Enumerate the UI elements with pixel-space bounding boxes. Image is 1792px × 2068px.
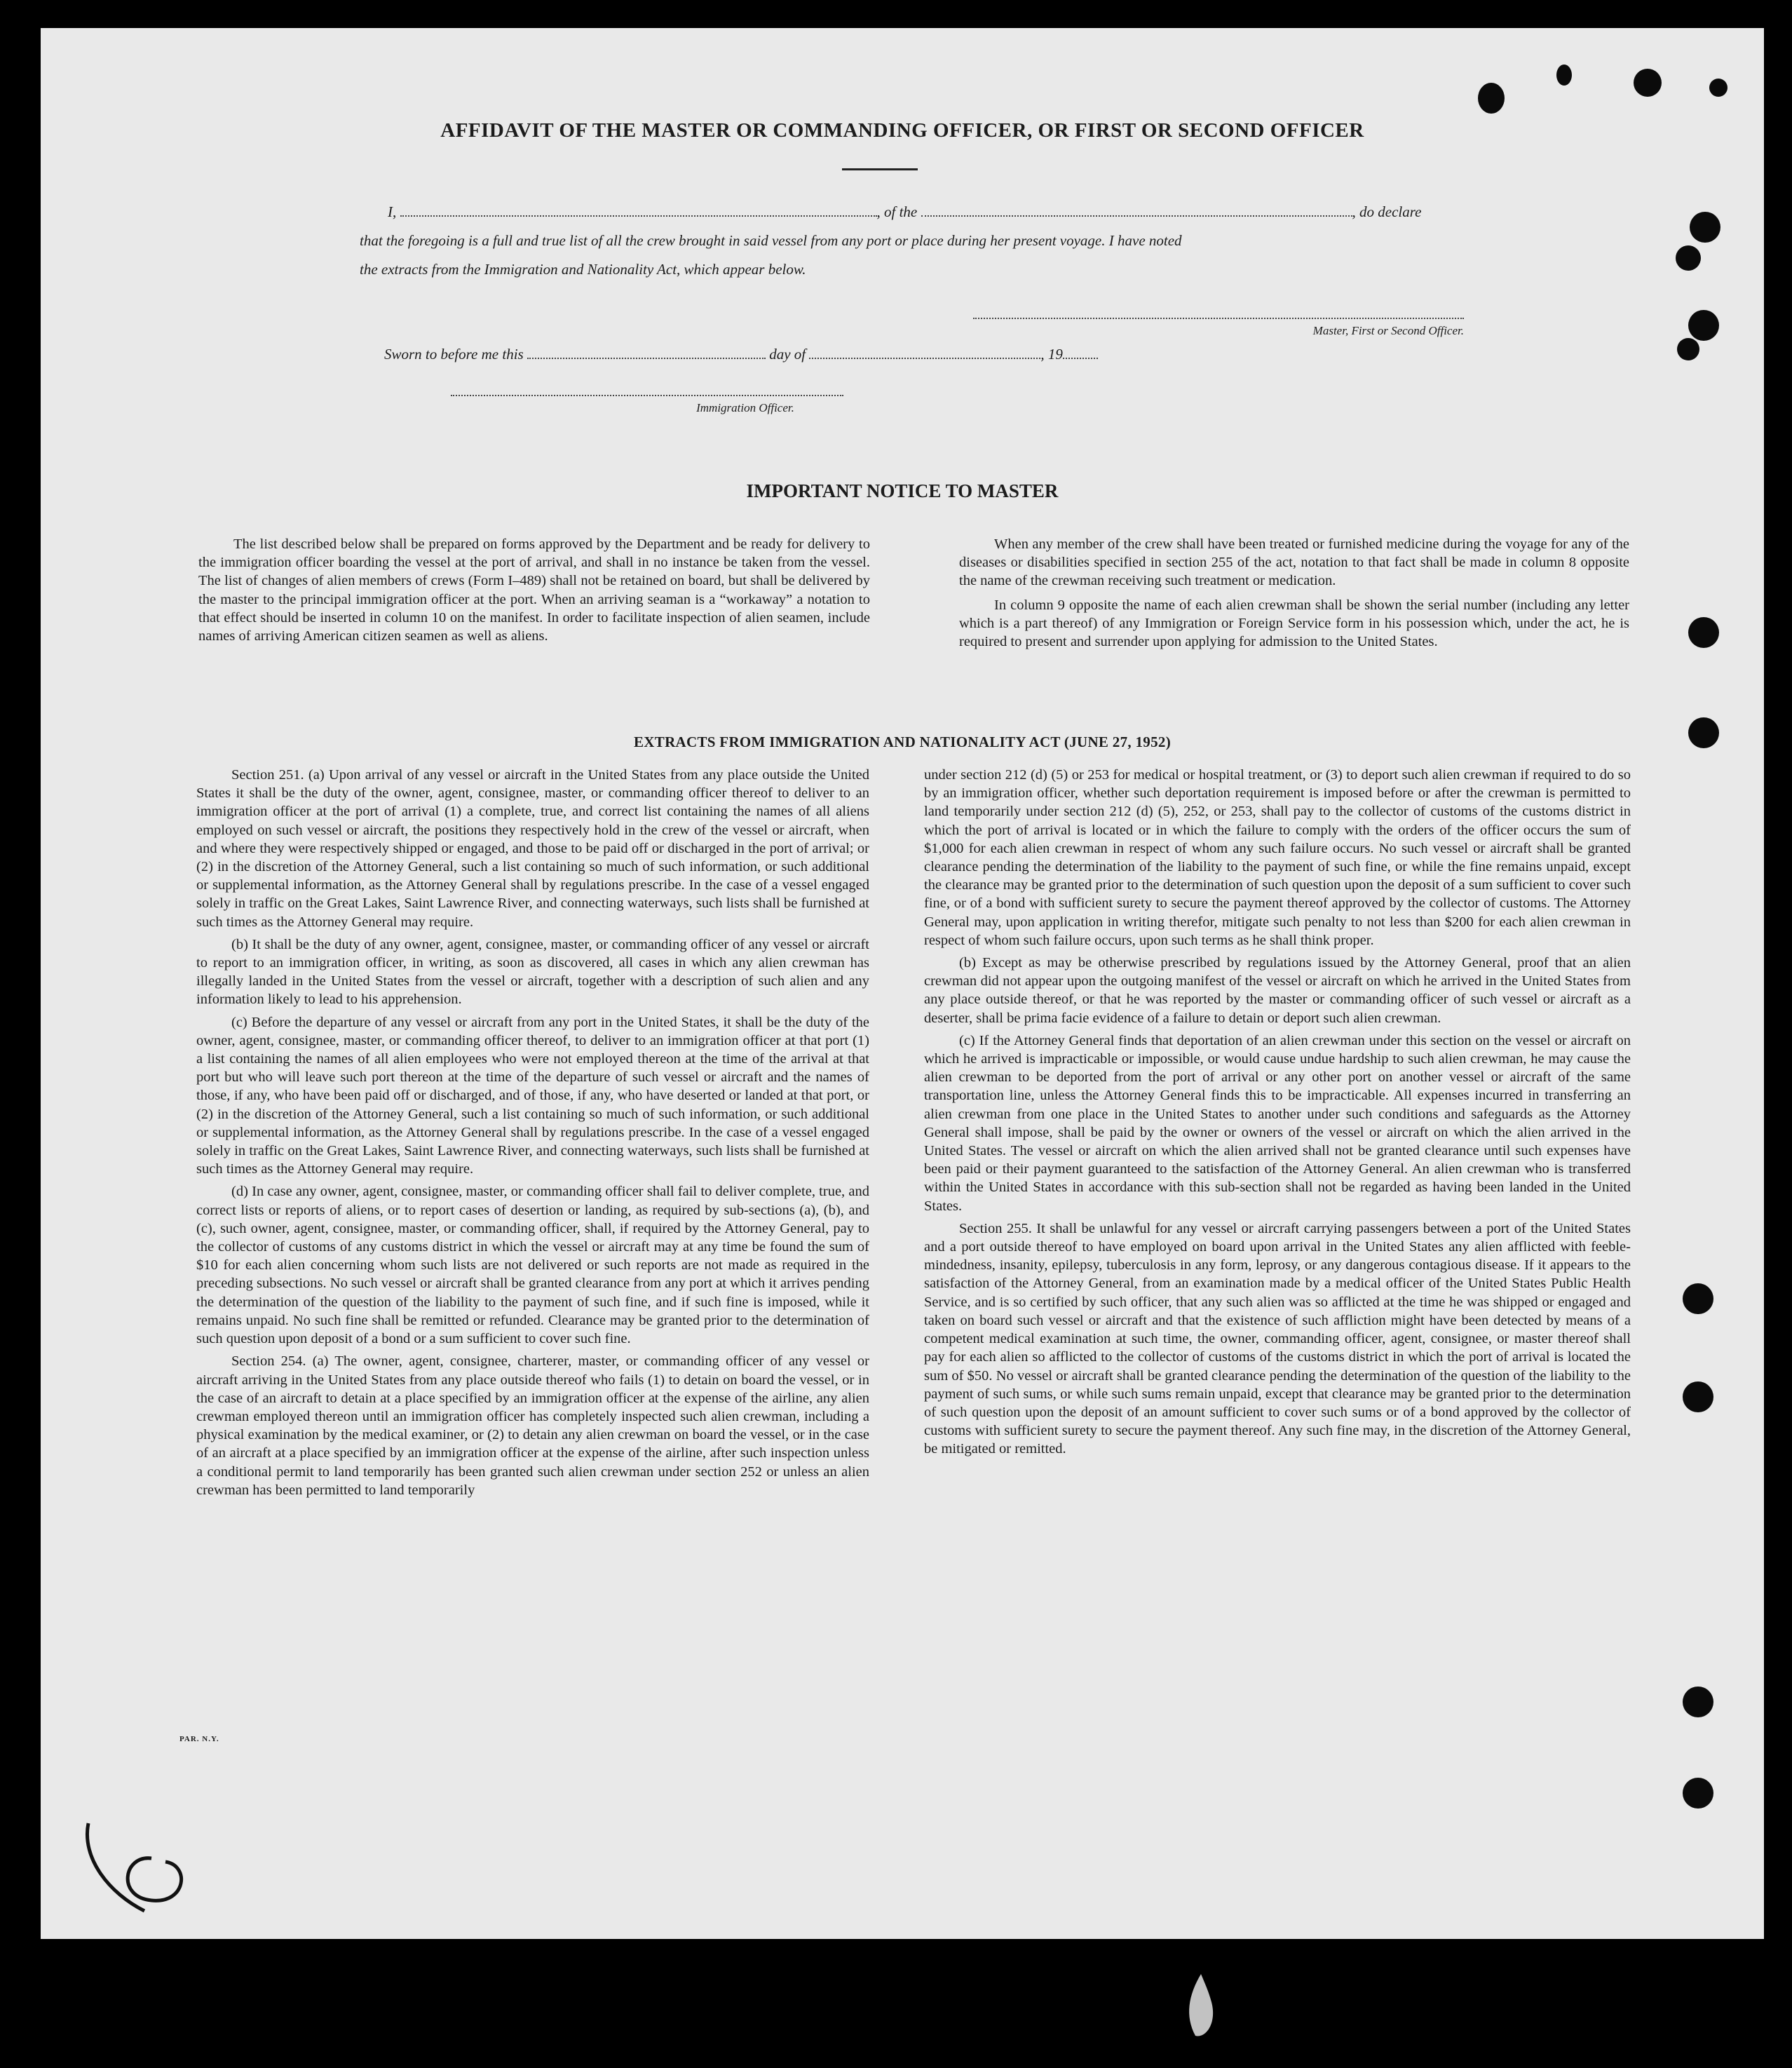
punch-mark [1556, 65, 1572, 86]
master-signature-line[interactable] [973, 318, 1464, 319]
day-of-label: day of [769, 346, 806, 363]
section-251-d: (d) In case any owner, agent, consignee, master, or commanding officer shall fail to deliver complete, true, and correct lists or reports of aliens, or to report cases of desertion or landing, as required by sub-sections (a), (b), and (c), such owner, agent, consignee, master, or commanding officer, shall, if required by the Attorney General, pay to the collector of customs of any customs district in which the vessel or aircraft may at any time be found the sum of $10 for each alien concerning whom such lists are not delivered or such reports are not made as required in the preceding subsections. No such vessel or aircraft shall be granted clearance from any port at which it arrives pending the determination of the question of the liability to the payment of such fine, and if such fine is imposed, while it remains unpaid. No such fine shall be remitted or refunded. Clearance may be granted prior to the determination of such question upon deposit of a bond or a sum sufficient to cover such fine. [196, 1184, 869, 1347]
declarant-name-field[interactable] [400, 203, 877, 217]
declaration-line-1 [388, 198, 1495, 227]
binder-hole [1683, 1283, 1713, 1314]
declaration-statement-2: I have noted [1108, 232, 1182, 249]
sworn-day-field[interactable] [527, 345, 766, 359]
notice-title: IMPORTANT NOTICE TO MASTER [746, 480, 1059, 501]
binder-hole [1676, 245, 1701, 271]
section-251-b: (b) It shall be the duty of any owner, agent, consignee, master, or commanding officer of any vessel or aircraft to report to an immigration officer, in writing, as soon as discovered, all cases in which any alien crewman has illegally landed in the United States from the vessel or aircraft, together with a description of such alien and any information likely to lead to his apprehension. [196, 936, 869, 1008]
binder-hole [1683, 1381, 1713, 1412]
affidavit-title: AFFIDAVIT OF THE MASTER OR COMMANDING OFFICER, OR FIRST OR SECOND OFFICER [440, 119, 1364, 142]
immigration-officer-signature-line[interactable] [451, 395, 843, 396]
printer-mark: PAR. N.Y. [179, 1735, 219, 1743]
section-251-c: (c) Before the departure of any vessel or aircraft from any port in the United States, it shall be the duty of the owner, agent, consignee, master, or commanding officer thereof, to deliver to an immigration officer at that port (1) a list containing the names of all alien employees who were not employed thereon at the time of the arrival at that port but who will leave such port thereon at the time of the departure of such vessel or aircraft and the names of those, if any, who have been paid off or discharged, and of those, if any, who have deserted or landed at that port, or (2) in the discretion of the Attorney General, such a list containing so much of such information, or such additional or supplemental information, as the Attorney General shall by regulations prescribe. In the case of a vessel engaged solely in traffic on the Great Lakes, Saint Lawrence River, and connecting waterways, such lists shall be furnished at such times as the Attorney General may require. [196, 1014, 869, 1177]
notice-right-column [959, 535, 1629, 656]
scan-artifact [1185, 1974, 1217, 2039]
do-declare-label: , do declare [1352, 203, 1422, 220]
punch-mark [1478, 83, 1505, 114]
section-254-a-continued: under section 212 (d) (5) or 253 for medical or hospital treatment, or (3) to deport such alien crewman if required to do so by an immigration officer, whether such deportation requirement is imposed before or after the crewman is permitted to land temporarily under section 212 (d) (5), 252, or 253, shall pay to the collector of customs of the customs district in which the port of arrival is located or in which the failure to comply with the orders of the officer occurs the sum of $1,000 for each alien crewman in respect of whom any such failure occurs. No such vessel or aircraft shall be granted clearance pending the determination of the liability to the payment of such fine, or while the fine remains unpaid, except the clearance may be granted prior to the determination of such question upon the deposit of a sum sufficient to cover such fine, or of a bond with sufficient surety to secure the payment thereof approved by the collector of customs. The Attorney General may, upon application in writing therefor, mitigate such penalty to not less than $200 for each alien crewman in respect of whom such failure occurs, upon such terms as he shall think proper. [924, 767, 1631, 948]
binder-hole [1677, 338, 1699, 360]
sworn-line [384, 345, 1240, 363]
of-the-label: , of the [876, 203, 918, 220]
master-signature-label: Master, First or Second Officer. [1312, 324, 1464, 337]
notice-left-column [198, 535, 870, 651]
notice-right-paragraph-1: When any member of the crew shall have been treated or furnished medicine during the voyage for any of the diseases or disabilities specified in section 255 of the act, notation to that fact shall be made in column 8 opposite the name of the crewman receiving such treatment or medication. [959, 536, 1629, 589]
punch-mark [1634, 69, 1662, 97]
binder-hole [1688, 617, 1719, 648]
declaration-statement: that the foregoing is a full and true list of all the crew brought in said vessel from any port or place during her present voyage. [360, 232, 1106, 249]
notice-right-paragraph-2: In column 9 opposite the name of each alien crewman shall be shown the serial number (including any letter which is a part thereof) of any Immigration or Foreign Service form in his possession which, under the act, he is required to present and surrender upon applying for admission to the United States. [959, 597, 1629, 650]
declarant-prefix: I, [388, 203, 397, 220]
punch-mark [1709, 79, 1727, 97]
sworn-prefix: Sworn to before me this [384, 346, 524, 363]
document-page [41, 28, 1764, 1939]
section-254-c: (c) If the Attorney General finds that deportation of an alien crewman under this section on the vessel or aircraft on which he arrived is impracticable or impossible, or would cause undue hardship to such alien crewman, he may cause the alien crewman to be deported from the port of arrival or any other port on another vessel or aircraft of the same transportation line, unless the Attorney General finds this to be impracticable. All expenses incurred in transferring an alien crewman from one place in the United States to another under such conditions and safeguards as the Attorney General shall impose, shall be paid by the owner or owners of the vessel or aircraft on which the alien arrived in the United States. The vessel or aircraft on which the alien arrived shall not be granted clearance until such expenses have been paid or their payment guaranteed to the satisfaction of the Attorney General. An alien crewman who is transferred within the United States in accordance with this sub-section shall not be regarded as having been landed in the United States. [924, 1032, 1631, 1214]
declaration-line-2 [360, 227, 1495, 255]
binder-hole [1690, 212, 1720, 243]
sworn-year-field[interactable] [1063, 345, 1098, 359]
vessel-name-field[interactable] [921, 203, 1352, 217]
binder-hole [1683, 1778, 1713, 1809]
extracts-right-column [924, 766, 1631, 1463]
sworn-month-field[interactable] [809, 345, 1040, 359]
section-254-a: Section 254. (a) The owner, agent, consignee, charterer, master, or commanding officer of any vessel or aircraft arriving in the United States from any place outside thereof who fails (1) to detain on board the vessel, or in the case of an aircraft to detain at a place specified by an immigration officer at the expense of the airline, any alien crewman employed thereon until an immigration officer has completely inspected such alien crewman, including a physical examination by the medical examiner, or (2) to detain any alien crewman on board the vessel, or in the case of an aircraft at a place specified by an immigration officer at the expense of the airline, after such inspection unless a conditional permit to land temporarily has been granted such alien crewman under section 252 or unless an alien crewman has been permitted to land temporarily [196, 1353, 869, 1498]
extracts-left-column [196, 766, 869, 1503]
title-underline [842, 168, 918, 170]
binder-hole [1683, 1687, 1713, 1717]
declaration-statement-3: the extracts from the Immigration and Nationality Act, which appear below. [360, 261, 806, 278]
section-251-a: Section 251. (a) Upon arrival of any vessel or aircraft in the United States from any place outside the United States it shall be the duty of the owner, agent, consignee, master, or commanding officer thereof to deliver to an immigration officer at the port of arrival (1) a complete, true, and correct list containing the names of all aliens employed on such vessel or aircraft, the positions they respectively hold in the crew of the vessel or aircraft, when and where they were respectively shipped or engaged, and those to be paid off or discharged in the port of arrival; or (2) in the discretion of the Attorney General, such a list containing so much of such information, or such additional or supplemental information, as the Attorney General shall by regulations prescribe. In the case of a vessel engaged solely in traffic on the Great Lakes, Saint Lawrence River, and connecting waterways, such lists shall be furnished at such times as the Attorney General may require. [196, 767, 869, 930]
year-label: , 19 [1040, 346, 1063, 363]
section-255: Section 255. It shall be unlawful for any vessel or aircraft carrying passengers between a port of the United States and a port outside thereof to have employed on board upon arrival in the United States any alien afflicted with feeble-mindedness, insanity, epilepsy, tuberculosis in any form, leprosy, or any dangerous contagious disease. If it appears to the satisfaction of the Attorney General, from an examination made by a medical officer of the United States Public Health Service, and is so certified by such officer, that any such alien was so afflicted at the time he was shipped or engaged and taken on board such vessel or aircraft and that the existence of such affliction might have been detected by means of a competent medical examination at such time, the owner, commanding officer, agent, consignee, or master thereof shall pay for each alien so afflicted to the collector of customs of the customs district in which the port of arrival is located the sum of $50. No vessel or aircraft shall be granted clearance pending the determination of the question of the liability to the payment of such sums, or while such sums remain unpaid, except that clearance may be granted prior to the determination of such question upon the deposit of an amount sufficient to cover such sums or of a bond approved by the collector of customs with sufficient surety to secure the payment thereof. Any such fine may, in the discretion of the Attorney General, be mitigated or remitted. [924, 1220, 1631, 1457]
declaration-block [360, 198, 1495, 284]
extracts-title: EXTRACTS FROM IMMIGRATION AND NATIONALITY ACT (JUNE 27, 1952) [634, 734, 1171, 750]
binder-hole [1688, 717, 1719, 748]
handwritten-sheet-number [67, 1816, 208, 1921]
notice-left-paragraph: The list described below shall be prepared on forms approved by the Department and be ready for delivery to the immigration officer boarding the vessel at the port of arrival, and shall in no instance be taken from the vessel. The list of changes of alien members of crews (Form I–489) shall not be retained on board, but shall be delivered by the master to the principal immigration officer at the port. When an arriving seaman is a “workaway” a notation to that effect should be inserted in column 10 on the manifest. In order to facilitate inspection of alien seamen, include names of arriving American citizen seamen as well as aliens. [198, 536, 870, 644]
binder-hole [1688, 310, 1719, 341]
section-254-b: (b) Except as may be otherwise prescribed by regulations issued by the Attorney General, proof that an alien crewman did not appear upon the outgoing manifest of the vessel or aircraft on which he arrived in the United States from any place outside thereof, or that he was reported by the master or commanding officer of such vessel or aircraft as a deserter, shall be prima facie evidence of a failure to detain or deport such alien crewman. [924, 955, 1631, 1026]
immigration-officer-label: Immigration Officer. [696, 401, 794, 414]
